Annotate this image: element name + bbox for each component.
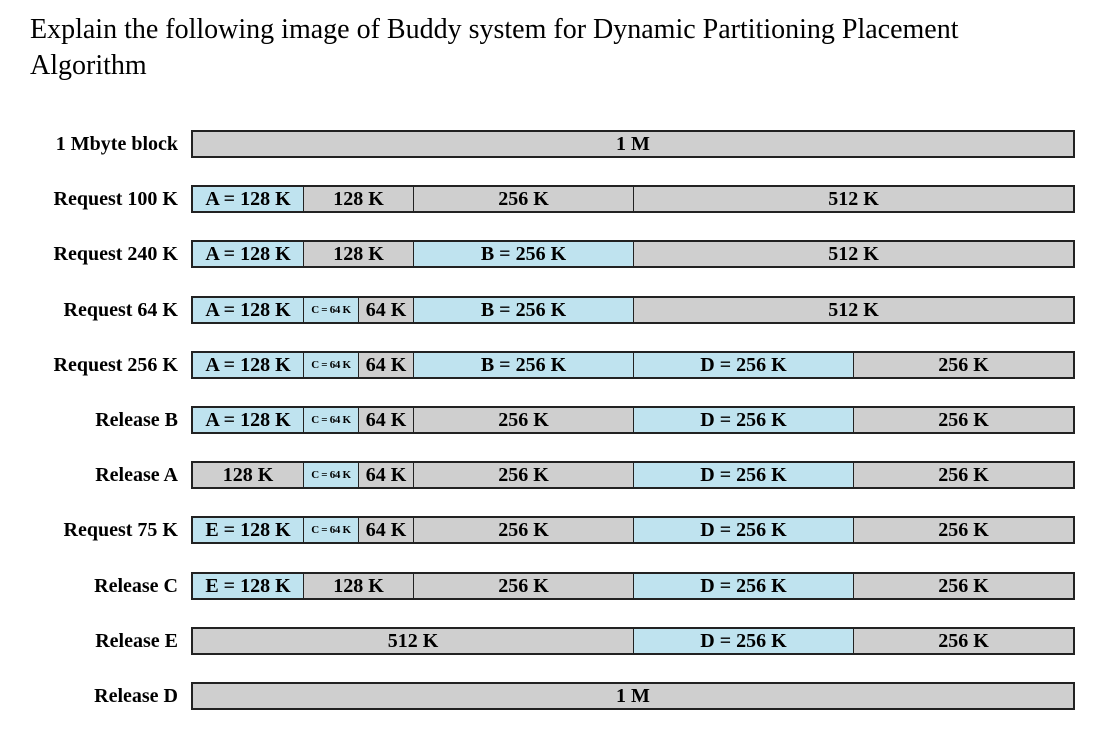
memory-bar bbox=[191, 516, 1075, 544]
row-label: Request 240 K bbox=[53, 243, 178, 265]
memory-bar bbox=[191, 130, 1075, 158]
free-block: 256 K bbox=[413, 187, 633, 211]
memory-bar bbox=[191, 296, 1075, 324]
free-block: 256 K bbox=[853, 574, 1073, 598]
memory-bar bbox=[191, 682, 1075, 710]
allocated-block: A = 128 K bbox=[193, 187, 303, 211]
allocated-block: B = 256 K bbox=[413, 242, 633, 266]
free-block: 128 K bbox=[193, 463, 303, 487]
free-block: 256 K bbox=[413, 518, 633, 542]
allocated-block: C = 64 K bbox=[303, 518, 358, 542]
allocated-block: A = 128 K bbox=[193, 353, 303, 377]
memory-bar bbox=[191, 461, 1075, 489]
free-block: 256 K bbox=[853, 463, 1073, 487]
free-block: 512 K bbox=[633, 242, 1073, 266]
free-block: 64 K bbox=[358, 298, 413, 322]
free-block: 64 K bbox=[358, 353, 413, 377]
free-block: 128 K bbox=[303, 574, 413, 598]
allocated-block: D = 256 K bbox=[633, 629, 853, 653]
free-block: 1 M bbox=[193, 132, 1073, 156]
free-block: 256 K bbox=[413, 408, 633, 432]
allocated-block: D = 256 K bbox=[633, 353, 853, 377]
memory-bar bbox=[191, 351, 1075, 379]
allocated-block: A = 128 K bbox=[193, 298, 303, 322]
row-label: Request 100 K bbox=[53, 188, 178, 210]
row-label: Release E bbox=[95, 630, 178, 652]
allocated-block: A = 128 K bbox=[193, 408, 303, 432]
memory-bar bbox=[191, 406, 1075, 434]
free-block: 256 K bbox=[853, 408, 1073, 432]
allocated-block: C = 64 K bbox=[303, 298, 358, 322]
row-label: Request 75 K bbox=[63, 519, 178, 541]
row-label: Request 256 K bbox=[53, 354, 178, 376]
allocated-block: C = 64 K bbox=[303, 353, 358, 377]
free-block: 64 K bbox=[358, 408, 413, 432]
allocated-block: E = 128 K bbox=[193, 518, 303, 542]
free-block: 256 K bbox=[853, 629, 1073, 653]
row-label: 1 Mbyte block bbox=[55, 133, 178, 155]
allocated-block: E = 128 K bbox=[193, 574, 303, 598]
row-label: Release B bbox=[95, 409, 178, 431]
allocated-block: B = 256 K bbox=[413, 298, 633, 322]
free-block: 512 K bbox=[633, 187, 1073, 211]
memory-bar bbox=[191, 572, 1075, 600]
row-label: Release A bbox=[95, 464, 178, 486]
free-block: 64 K bbox=[358, 463, 413, 487]
allocated-block: D = 256 K bbox=[633, 518, 853, 542]
row-label: Release D bbox=[94, 685, 178, 707]
row-label: Release C bbox=[94, 575, 178, 597]
row-label: Request 64 K bbox=[63, 299, 178, 321]
memory-bar bbox=[191, 240, 1075, 268]
allocated-block: C = 64 K bbox=[303, 463, 358, 487]
allocated-block: B = 256 K bbox=[413, 353, 633, 377]
free-block: 128 K bbox=[303, 187, 413, 211]
allocated-block: C = 64 K bbox=[303, 408, 358, 432]
memory-bar bbox=[191, 627, 1075, 655]
allocated-block: A = 128 K bbox=[193, 242, 303, 266]
free-block: 256 K bbox=[413, 574, 633, 598]
allocated-block: D = 256 K bbox=[633, 408, 853, 432]
memory-bar bbox=[191, 185, 1075, 213]
free-block: 512 K bbox=[193, 629, 633, 653]
free-block: 256 K bbox=[853, 518, 1073, 542]
free-block: 64 K bbox=[358, 518, 413, 542]
allocated-block: D = 256 K bbox=[633, 463, 853, 487]
allocated-block: D = 256 K bbox=[633, 574, 853, 598]
question-text: Explain the following image of Buddy system for Dynamic Partitioning Placement Algorithm bbox=[30, 14, 959, 81]
free-block: 512 K bbox=[633, 298, 1073, 322]
free-block: 256 K bbox=[853, 353, 1073, 377]
free-block: 1 M bbox=[193, 684, 1073, 708]
free-block: 256 K bbox=[413, 463, 633, 487]
free-block: 128 K bbox=[303, 242, 413, 266]
